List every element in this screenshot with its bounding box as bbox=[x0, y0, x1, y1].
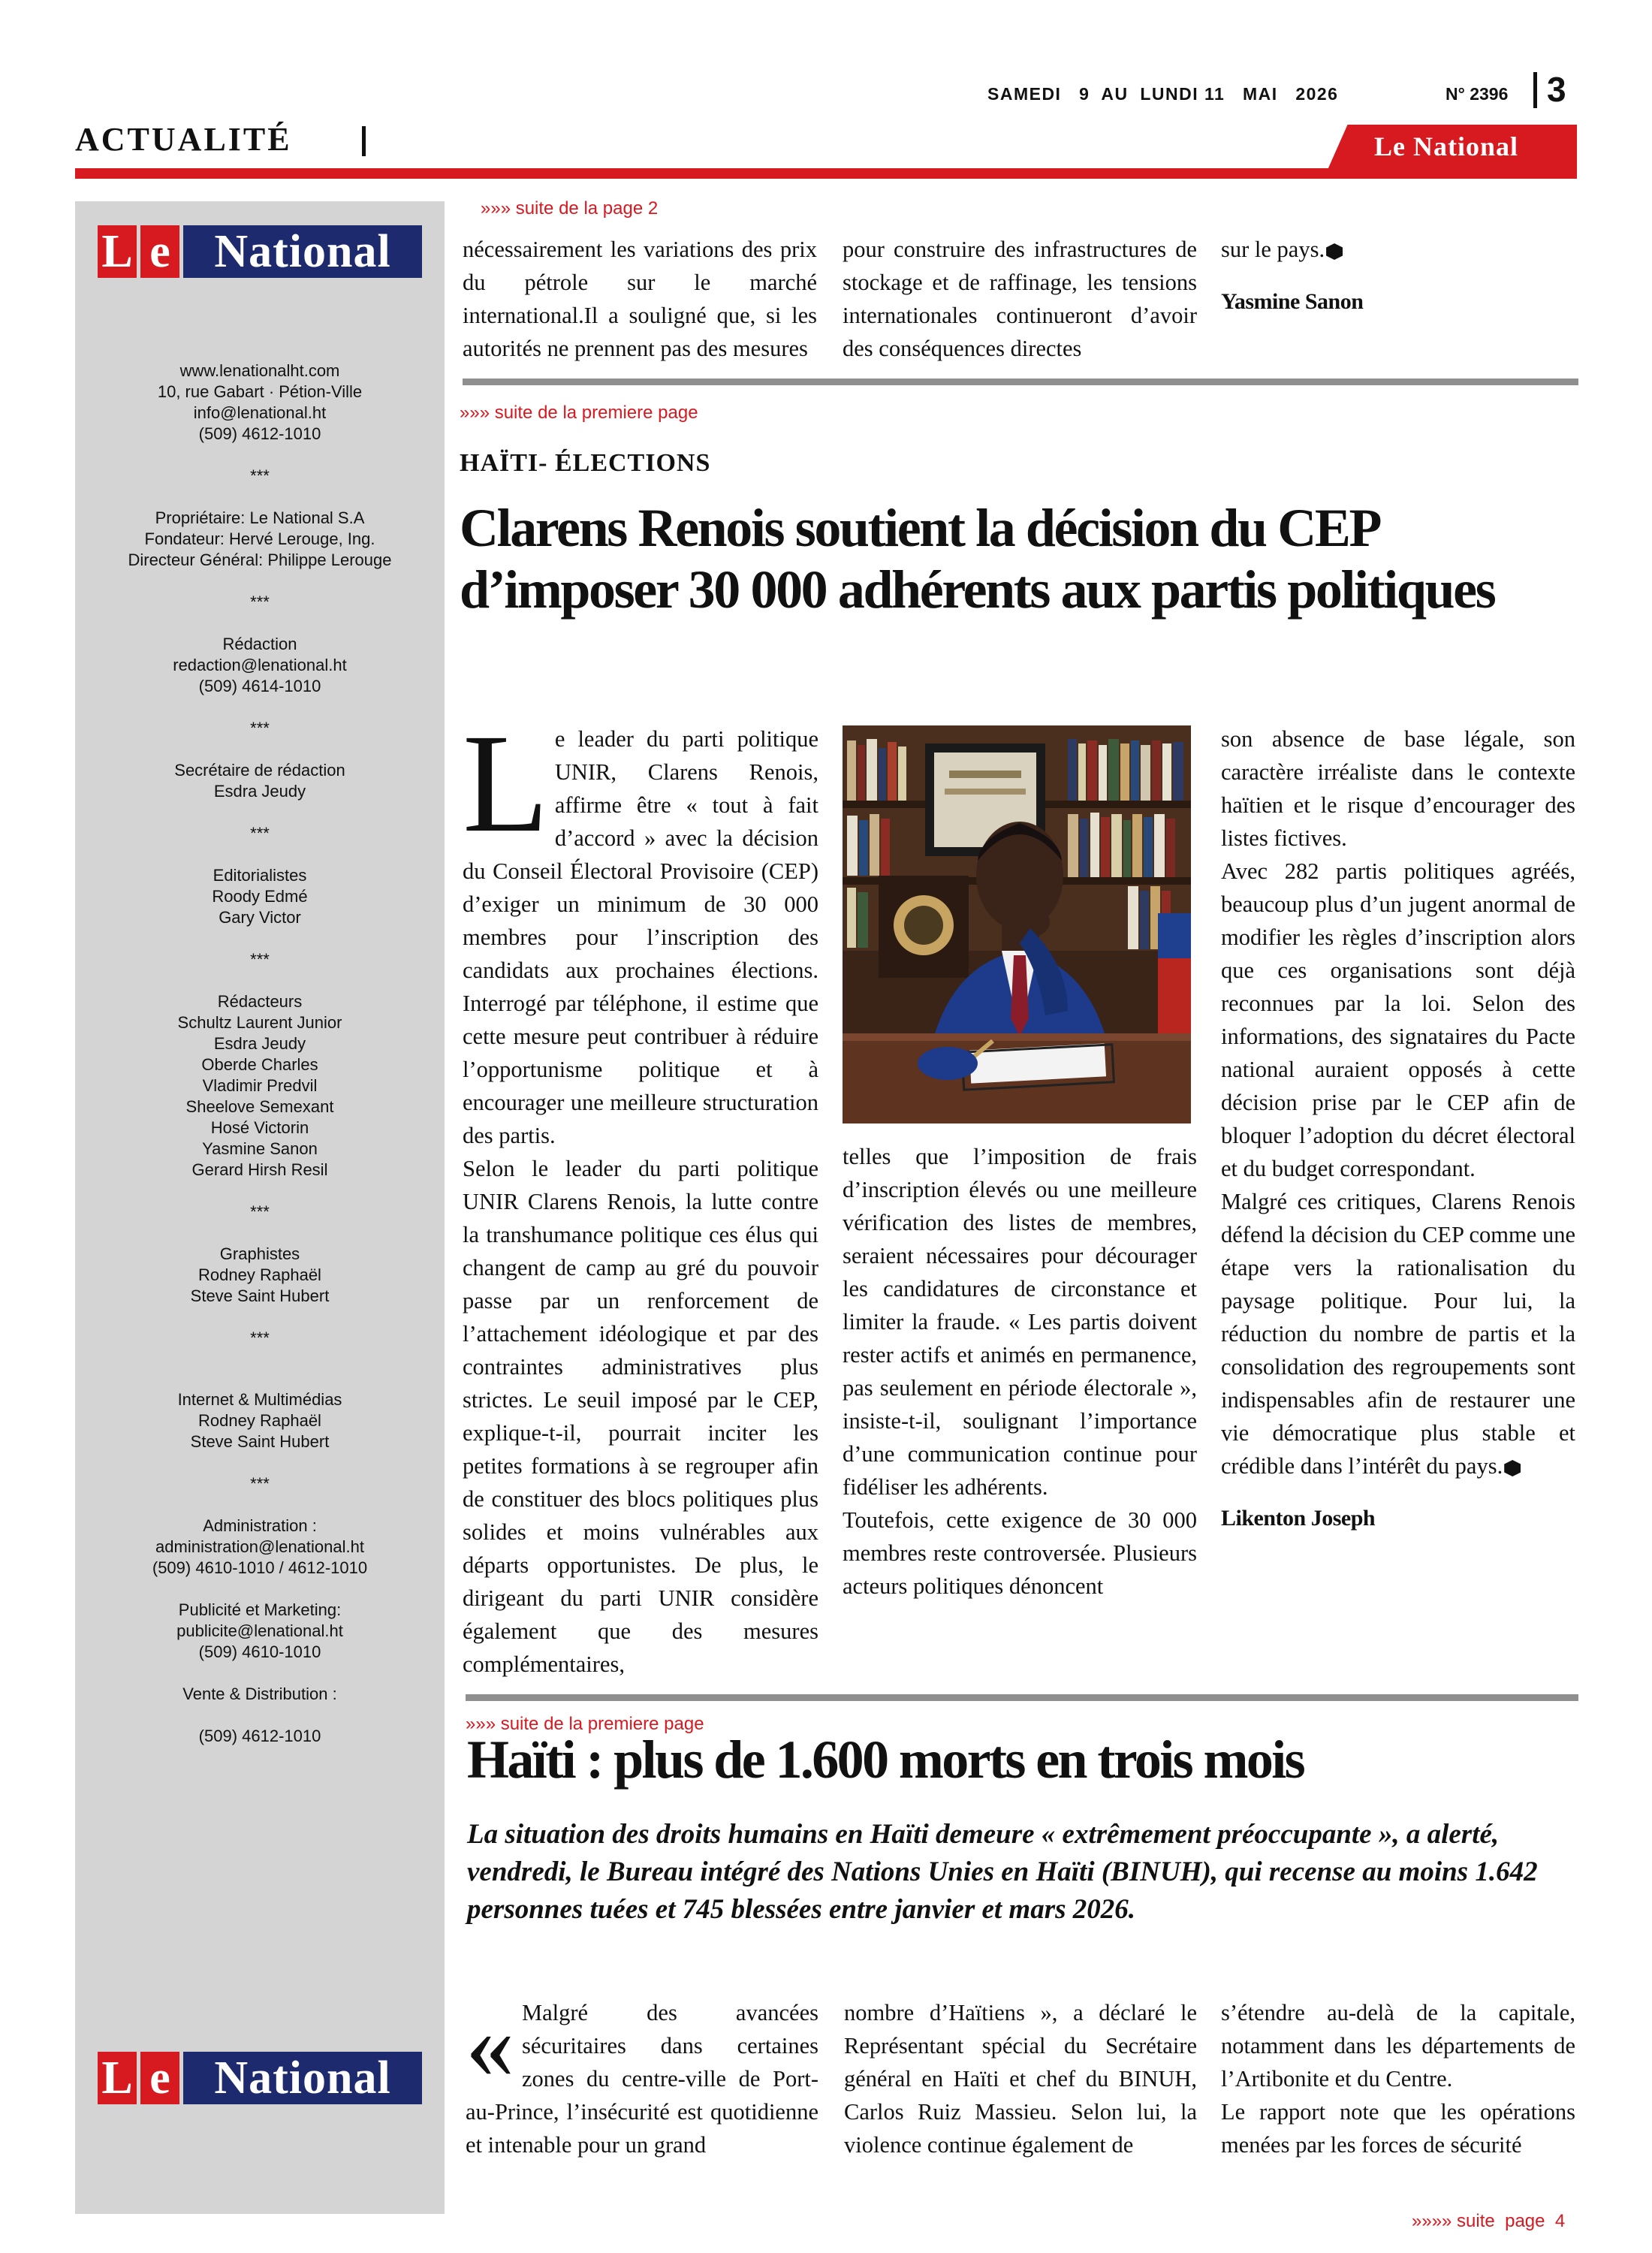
masthead-separator bbox=[75, 592, 445, 613]
masthead-separator bbox=[75, 823, 445, 844]
article2-column-2 bbox=[843, 1140, 1197, 1603]
continued-from: »»» suite de la premiere page bbox=[460, 403, 698, 423]
masthead-line: Sheelove Semexant bbox=[185, 1097, 334, 1116]
newspaper-logo bbox=[98, 225, 422, 278]
masthead-separator bbox=[75, 1328, 445, 1349]
masthead-line: Secrétaire de rédaction bbox=[174, 761, 345, 780]
masthead-line: *** bbox=[250, 1202, 270, 1221]
masthead-line: Schultz Laurent Junior bbox=[177, 1013, 342, 1032]
article2-paragraph: Selon le leader du parti politique UNIR Clarens Renois, la lutte contre la transhumance politique ces élus qui changent de camp au gré du pouvoir passe par un renforcement de l’attachement idéologique et par des contraintes administratives plus strictes. Le seuil imposé par le CEP, explique-t-il, pourrait inciter les petites formations à se regrouper afin de constituer des blocs politiques plus solides et moins vulnérables aux départs opportunistes. De plus, le dirigeant du parti UNIR considère également que des mesures complémentaires, bbox=[463, 1156, 818, 1677]
masthead-line: Gerard Hirsh Resil bbox=[191, 1160, 328, 1179]
logo-word: National bbox=[183, 2052, 422, 2104]
masthead-line: *** bbox=[250, 1329, 270, 1347]
article-rubric: HAÏTI- ÉLECTIONS bbox=[460, 449, 711, 477]
logo-letter-l: L bbox=[98, 2052, 137, 2104]
article3-paragraph: Malgré des avancées sécuritaires dans certaines zones du centre-ville de Port-au-Prince, l’insécurité est quotidienne et intenable pour un grand bbox=[466, 2000, 818, 2158]
masthead-line: *** bbox=[250, 593, 270, 611]
masthead-separator bbox=[75, 718, 445, 739]
masthead-line: Propriétaire: Le National S.A bbox=[155, 508, 365, 527]
article-headline: Haïti : plus de 1.600 morts en trois mois bbox=[467, 1730, 1304, 1790]
masthead-line: Steve Saint Hubert bbox=[190, 1286, 330, 1305]
logo-letter-e: e bbox=[140, 225, 179, 278]
article2-paragraph: son absence de base légale, son caractère irréaliste dans le contexte haïtien et le risque d’encourager des listes fictives. bbox=[1221, 726, 1575, 851]
masthead-block bbox=[75, 508, 445, 571]
article3-column-3 bbox=[1221, 1996, 1575, 2161]
masthead-line: *** bbox=[250, 950, 270, 969]
masthead-line: Vladimir Predvil bbox=[202, 1076, 318, 1095]
masthead-line: (509) 4612-1010 bbox=[198, 424, 321, 443]
newspaper-logo-bottom bbox=[98, 2052, 422, 2104]
section-divider bbox=[362, 126, 366, 156]
masthead-block bbox=[75, 1244, 445, 1307]
continued-from: »»» suite de la premiere page bbox=[466, 1714, 704, 1734]
opening-quote-mark: « bbox=[466, 1991, 514, 2099]
masthead-line: Esdra Jeudy bbox=[213, 1034, 306, 1053]
article2-paragraph: telles que l’imposition de frais d’inscription élevés ou une meilleure vérification des listes de membres, seraient nécessaires pour décourager les candidatures de circonstance et limiter la fraude. « Les partis doivent rester actifs et animés en permanence, pas seulement en période électorale », insiste-t-il, soulignant l’importance d’une communication continue pour fidéliser les adhérents. bbox=[843, 1144, 1197, 1500]
header-rule bbox=[75, 168, 1577, 179]
article2-paragraph: Avec 282 partis politiques agréés, beaucoup plus d’un jugent anormal de modifier les règles d’inscription alors que ces organisations sont déjà reconnues par la loi. Selon des informations, des signataires du Pacte national auraient opposés à cette décision prise par le CEP afin de bloquer l’adoption du décret électoral et du budget correspondant. bbox=[1221, 858, 1575, 1181]
masthead-line: Esdra Jeudy bbox=[213, 782, 306, 801]
article2-column-3 bbox=[1221, 722, 1575, 1535]
end-mark-icon bbox=[1326, 243, 1343, 260]
masthead-line: *** bbox=[250, 719, 270, 737]
masthead-line: Oberde Charles bbox=[201, 1055, 318, 1074]
masthead-block bbox=[75, 1726, 445, 1747]
masthead-line: info@lenational.ht bbox=[193, 403, 327, 422]
portrait-photo bbox=[843, 725, 1191, 1123]
article1-author: Yasmine Sanon bbox=[1221, 289, 1364, 314]
masthead-line: Rodney Raphaël bbox=[198, 1411, 321, 1430]
end-mark-icon bbox=[1504, 1460, 1521, 1476]
masthead-line: Gary Victor bbox=[219, 908, 301, 927]
article2-intro: e leader du parti politique UNIR, Clarens Renois, affirme être « tout à fait d’accord » avec la décision du Conseil Électoral Provisoire (CEP) d’exiger un minimum de 30 000 membres pour l’inscription des candidats aux prochaines élections. Interrogé par téléphone, il estime que cette mesure peut contribuer à réduire l’opportunisme politique et à encourager une meilleure structuration des partis. bbox=[463, 726, 818, 1148]
masthead-block bbox=[75, 634, 445, 697]
masthead-line: *** bbox=[250, 1474, 270, 1493]
masthead-line: Rédaction bbox=[222, 635, 297, 653]
article2-paragraph: Toutefois, cette exigence de 30 000 membres reste controversée. Plusieurs acteurs politiques dénoncent bbox=[843, 1507, 1197, 1599]
article-lead: La situation des droits humains en Haïti demeure « extrêmement préoccupante », a alerté, vendredi, le Bureau intégré des Nations Unies en Haïti (BINUH), qui recense au moins 1.642 personnes tuées et 745 blessées entre janvier et mars 2026. bbox=[467, 1819, 1538, 1925]
masthead-line: *** bbox=[250, 824, 270, 843]
masthead-line: 10, rue Gabart · Pétion-Ville bbox=[157, 382, 363, 401]
masthead-line: www.lenationalht.com bbox=[179, 361, 340, 380]
issue-number: N° 2396 bbox=[1446, 84, 1509, 104]
masthead-separator bbox=[75, 949, 445, 970]
masthead-block bbox=[75, 865, 445, 928]
masthead-line: Fondateur: Hervé Lerouge, Ing. bbox=[144, 529, 375, 548]
logo-letter-l: L bbox=[98, 225, 137, 278]
masthead-block bbox=[75, 760, 445, 802]
article-headline: Clarens Renois soutient la décision du CEP d’imposer 30 000 adhérents aux partis politiques bbox=[460, 498, 1495, 620]
continued-from: »»» suite de la page 2 bbox=[481, 198, 659, 219]
article2-column-1 bbox=[463, 704, 818, 1681]
masthead-line: *** bbox=[250, 466, 270, 485]
section-title: ACTUALITÉ bbox=[75, 121, 292, 158]
masthead-credits bbox=[75, 360, 445, 1768]
masthead-line: (509) 4610-1010 / 4612-1010 bbox=[152, 1558, 368, 1577]
masthead-separator bbox=[75, 1473, 445, 1494]
masthead-line: Roody Edmé bbox=[212, 887, 308, 906]
header-date: SAMEDI 9 AU LUNDI 11 MAI 2026 bbox=[987, 84, 1339, 104]
masthead-line: Internet & Multimédias bbox=[177, 1390, 342, 1409]
article1-ending: sur le pays. bbox=[1221, 237, 1325, 262]
article-divider bbox=[463, 379, 1578, 385]
masthead-line: Publicité et Marketing: bbox=[178, 1600, 342, 1619]
drop-cap: L bbox=[463, 704, 549, 861]
brand-tab-label: Le National bbox=[1374, 131, 1519, 161]
continued-on-link[interactable]: »»»» suite page 4 bbox=[1412, 2211, 1566, 2231]
masthead-line: Rodney Raphaël bbox=[198, 1265, 321, 1284]
article2-author: Likenton Joseph bbox=[1221, 1506, 1376, 1531]
masthead-line: Administration : bbox=[203, 1516, 317, 1535]
logo-word: National bbox=[183, 225, 422, 278]
masthead-block bbox=[75, 1600, 445, 1663]
masthead-block bbox=[75, 360, 445, 445]
article1-column-3 bbox=[1221, 233, 1575, 318]
masthead-line: Editorialistes bbox=[213, 866, 307, 885]
masthead-line: (509) 4612-1010 bbox=[198, 1727, 321, 1745]
masthead-line: administration@lenational.ht bbox=[155, 1537, 364, 1556]
masthead-separator bbox=[75, 1202, 445, 1223]
masthead-line: Graphistes bbox=[219, 1244, 300, 1263]
masthead-line: publicite@lenational.ht bbox=[176, 1621, 343, 1640]
article2-paragraph: Malgré ces critiques, Clarens Renois défend la décision du CEP comme une étape vers la rationalisation du paysage politique. Pour lui, la réduction du nombre de partis et la consolidation des regroupements sont indispensables afin de restaurer une vie démocratique plus stable et crédible dans l’intérêt du pays. bbox=[1221, 1189, 1575, 1479]
article-divider bbox=[466, 1694, 1578, 1701]
masthead-line: Directeur Général: Philippe Lerouge bbox=[128, 550, 392, 569]
page-number: 3 bbox=[1547, 70, 1566, 109]
masthead-line: Yasmine Sanon bbox=[202, 1139, 318, 1158]
masthead-separator bbox=[75, 466, 445, 487]
masthead-line: (509) 4610-1010 bbox=[198, 1642, 321, 1661]
article3-column-1 bbox=[466, 1991, 818, 2161]
header-divider bbox=[1533, 72, 1537, 108]
masthead-line: (509) 4614-1010 bbox=[198, 677, 321, 695]
logo-letter-e: e bbox=[140, 2052, 179, 2104]
masthead-line: Steve Saint Hubert bbox=[190, 1432, 330, 1451]
masthead-block bbox=[75, 1516, 445, 1579]
masthead-line: Hosé Victorin bbox=[210, 1118, 309, 1137]
article1-column-1: nécessairement les variations des prix du pétrole sur le marché international.Il a souligné que, si les autorités ne prennent pas des mesures bbox=[463, 237, 817, 361]
article1-column-2: pour construire des infrastructures de stockage et de raffinage, les tensions internationales continueront d’avoir des conséquences directes bbox=[843, 237, 1197, 361]
masthead-line: Rédacteurs bbox=[217, 992, 303, 1011]
masthead-block bbox=[75, 1389, 445, 1452]
masthead-block bbox=[75, 1684, 445, 1705]
article3-paragraph: Le rapport note que les opérations menées par les forces de sécurité bbox=[1221, 2099, 1575, 2158]
article3-column-2: nombre d’Haïtiens », a déclaré le Représentant spécial du Secrétaire général en Haïti et chef du BINUH, Carlos Ruiz Massieu. Selon lui, la violence continue également de bbox=[844, 2000, 1197, 2158]
article3-paragraph: s’étendre au-delà de la capitale, notamment dans les départements de l’Artibonite et du Centre. bbox=[1221, 2000, 1575, 2092]
masthead-line: redaction@lenational.ht bbox=[173, 656, 347, 674]
masthead-line: Vente & Distribution : bbox=[182, 1684, 337, 1703]
masthead-block bbox=[75, 991, 445, 1181]
